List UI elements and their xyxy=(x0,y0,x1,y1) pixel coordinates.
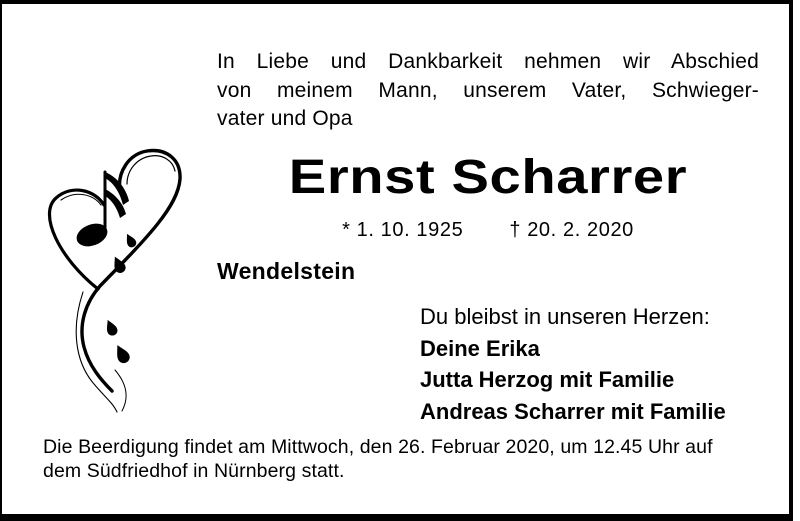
life-dates xyxy=(217,219,759,242)
deceased-name: Ernst Scharrer xyxy=(288,151,688,204)
funeral-line-1: Die Beerdigung findet am Mittwoch, den 26. Februar 2020, um 12.45 Uhr auf xyxy=(43,436,713,458)
funeral-line-2: dem Südfriedhof in Nürnberg statt. xyxy=(43,459,345,482)
mourner-name-2: Jutta Herzog mit Familie xyxy=(420,367,675,392)
place-name: Wendelstein xyxy=(217,258,356,284)
death-date: † 20. 2. 2020 xyxy=(509,219,634,241)
intro-line-3: vater und Opa xyxy=(217,107,353,130)
funeral-info xyxy=(43,436,768,483)
farewell-heading: Du bleibst in unseren Herzen: xyxy=(420,304,710,329)
intro-line-2: von meinem Mann, unserem Vater, Schwieger- xyxy=(217,78,759,102)
mourner-name-3: Andreas Scharrer mit Familie xyxy=(420,398,726,424)
birth-date: * 1. 10. 1925 xyxy=(342,219,464,241)
mourner-name-1: Deine Erika xyxy=(420,335,540,361)
heart-music-note-icon xyxy=(37,144,187,416)
intro-line-1: In Liebe und Dankbarkeit nehmen wir Abschied xyxy=(217,50,759,73)
farewell-block xyxy=(420,301,726,427)
intro-text xyxy=(217,48,759,134)
